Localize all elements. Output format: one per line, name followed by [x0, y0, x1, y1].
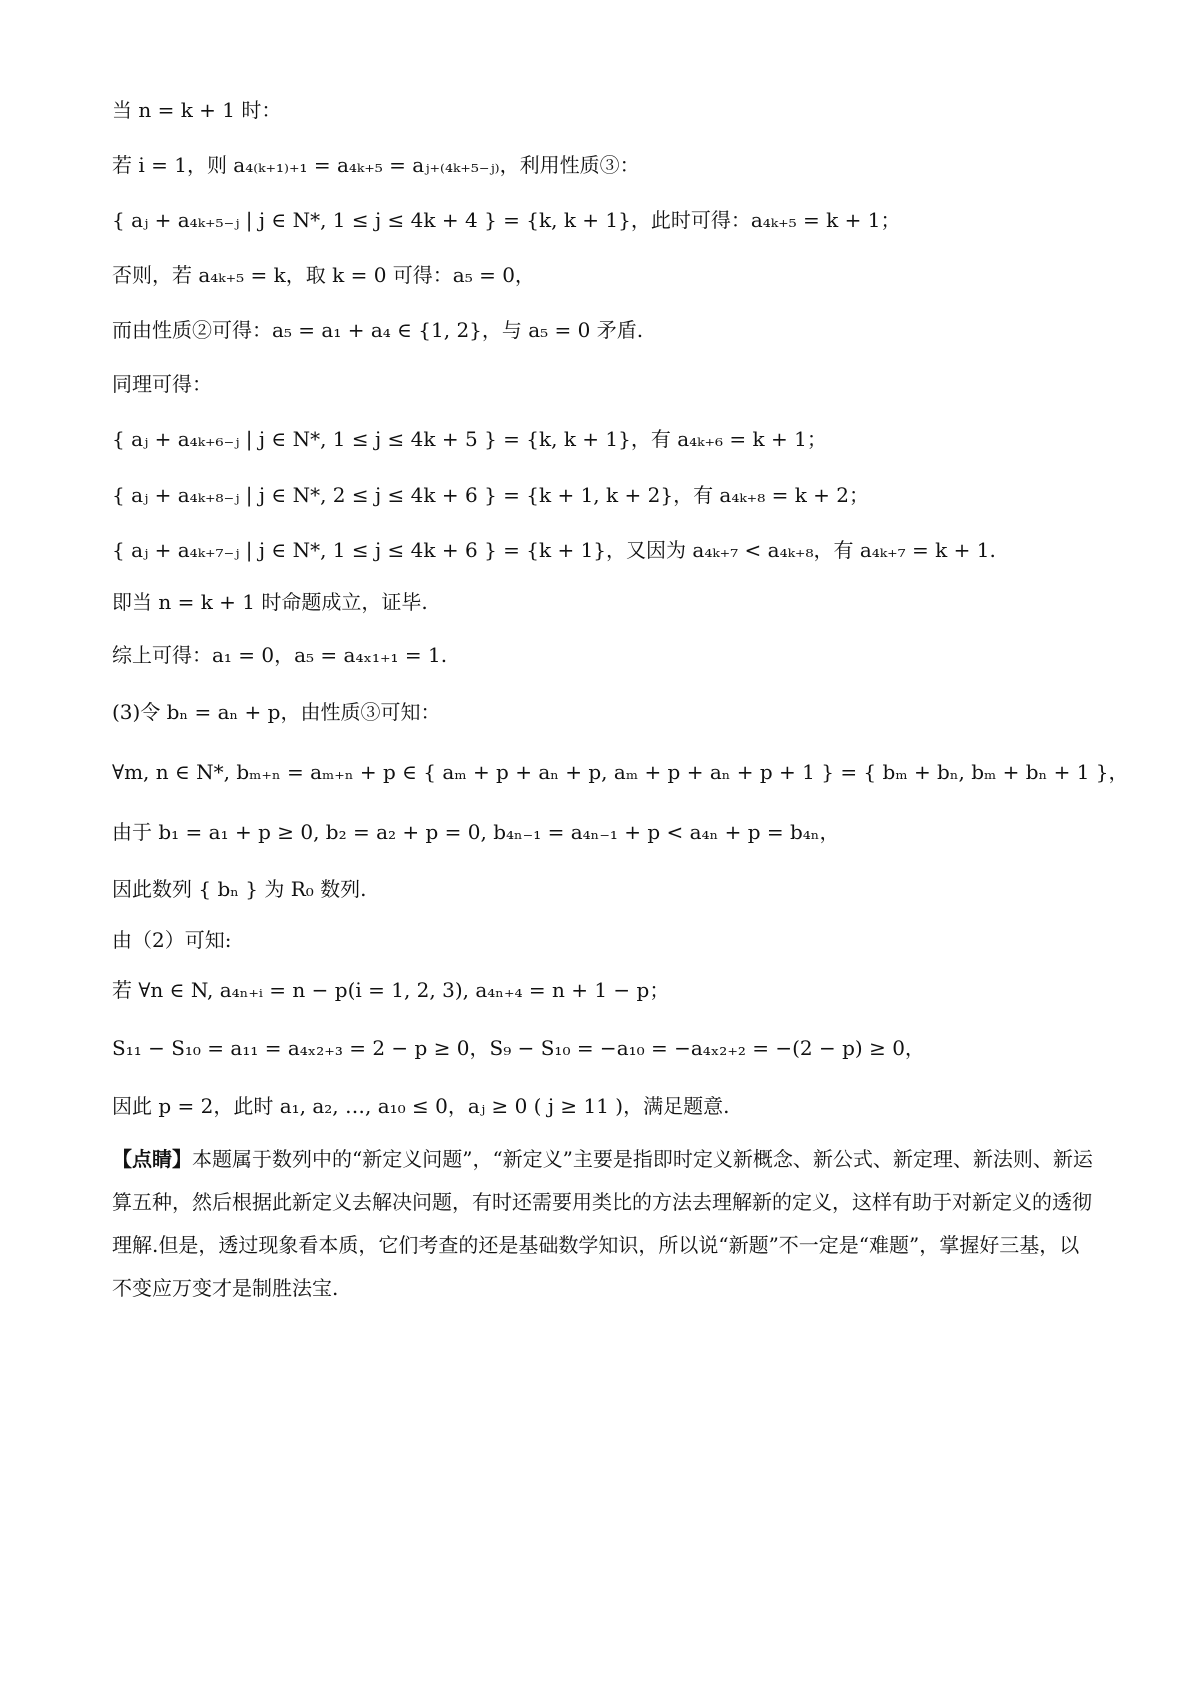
text-line: ∀m, n ∈ N*, bₘ₊ₙ = aₘ₊ₙ + p ∈ { aₘ + p + aₙ + p, aₘ + p + aₙ + p + 1 } = { bₘ + bₙ, bₘ + bₙ + 1 }， [112, 760, 1129, 784]
text-line: { aⱼ + a₄ₖ₊₅₋ⱼ | j ∈ N*, 1 ≤ j ≤ 4k + 4 } = {k, k + 1}，此时可得：a₄ₖ₊₅ = k + 1； [112, 208, 901, 232]
text-line: 而由性质②可得：a₅ = a₁ + a₄ ∈ {1, 2}，与 a₅ = 0 矛盾. [112, 318, 644, 342]
tip-tag: 【点睛】 [112, 1147, 192, 1171]
text-line: S₁₁ − S₁₀ = a₁₁ = a₄ₓ₂₊₃ = 2 − p ≥ 0，S₉ − S₁₀ = −a₁₀ = −a₄ₓ₂₊₂ = −(2 − p) ≥ 0， [112, 1036, 925, 1060]
text-line: 当 n = k + 1 时： [112, 98, 282, 122]
tip-paragraph [112, 1138, 1097, 1310]
text-line: 即当 n = k + 1 时命题成立，证毕. [112, 590, 428, 614]
text-line: 同理可得： [112, 372, 212, 396]
text-line: 因此数列 { bₙ } 为 R₀ 数列. [112, 877, 367, 901]
text-line: (3)令 bₙ = aₙ + p，由性质③可知： [112, 700, 441, 724]
text-line: { aⱼ + a₄ₖ₊₈₋ⱼ | j ∈ N*, 2 ≤ j ≤ 4k + 6 } = {k + 1, k + 2}，有 a₄ₖ₊₈ = k + 2； [112, 483, 870, 507]
tip-text: 本题属于数列中的“新定义问题”，“新定义”主要是指即时定义新概念、新公式、新定理、新法则、新运算五种，然后根据此新定义去解决问题，有时还需要用类比的方法去理解新的定义，这样有助于对新定义的透彻理解.但是，透过现象看本质，它们考查的还是基础数学知识，所以说“新题”不一定是“难题”，掌握好三基，以不变应万变才是制胜法宝. [112, 1147, 1093, 1300]
text-line: 因此 p = 2，此时 a₁, a₂, …, a₁₀ ≤ 0，aⱼ ≥ 0 ( j ≥ 11 )，满足题意. [112, 1094, 730, 1118]
text-line: 否则，若 a₄ₖ₊₅ = k，取 k = 0 可得：a₅ = 0， [112, 263, 535, 287]
text-line: { aⱼ + a₄ₖ₊₆₋ⱼ | j ∈ N*, 1 ≤ j ≤ 4k + 5 } = {k, k + 1}，有 a₄ₖ₊₆ = k + 1； [112, 427, 827, 451]
text-line: { aⱼ + a₄ₖ₊₇₋ⱼ | j ∈ N*, 1 ≤ j ≤ 4k + 6 } = {k + 1}，又因为 a₄ₖ₊₇ < a₄ₖ₊₈，有 a₄ₖ₊₇ = k + 1. [112, 538, 996, 562]
text-line: 若 i = 1，则 a₄₍ₖ₊₁₎₊₁ = a₄ₖ₊₅ = aⱼ₊₍₄ₖ₊₅₋ⱼ₎，利用性质③： [112, 153, 640, 177]
text-line: 综上可得：a₁ = 0，a₅ = a₄ₓ₁₊₁ = 1. [112, 643, 448, 667]
text-line: 若 ∀n ∈ N, a₄ₙ₊ᵢ = n − p(i = 1, 2, 3), a₄ₙ₊₄ = n + 1 − p； [112, 978, 670, 1002]
text-line: 由（2）可知: [112, 928, 232, 952]
text-line: 由于 b₁ = a₁ + p ≥ 0, b₂ = a₂ + p = 0, b₄ₙ₋₁ = a₄ₙ₋₁ + p < a₄ₙ + p = b₄ₙ， [112, 820, 840, 844]
